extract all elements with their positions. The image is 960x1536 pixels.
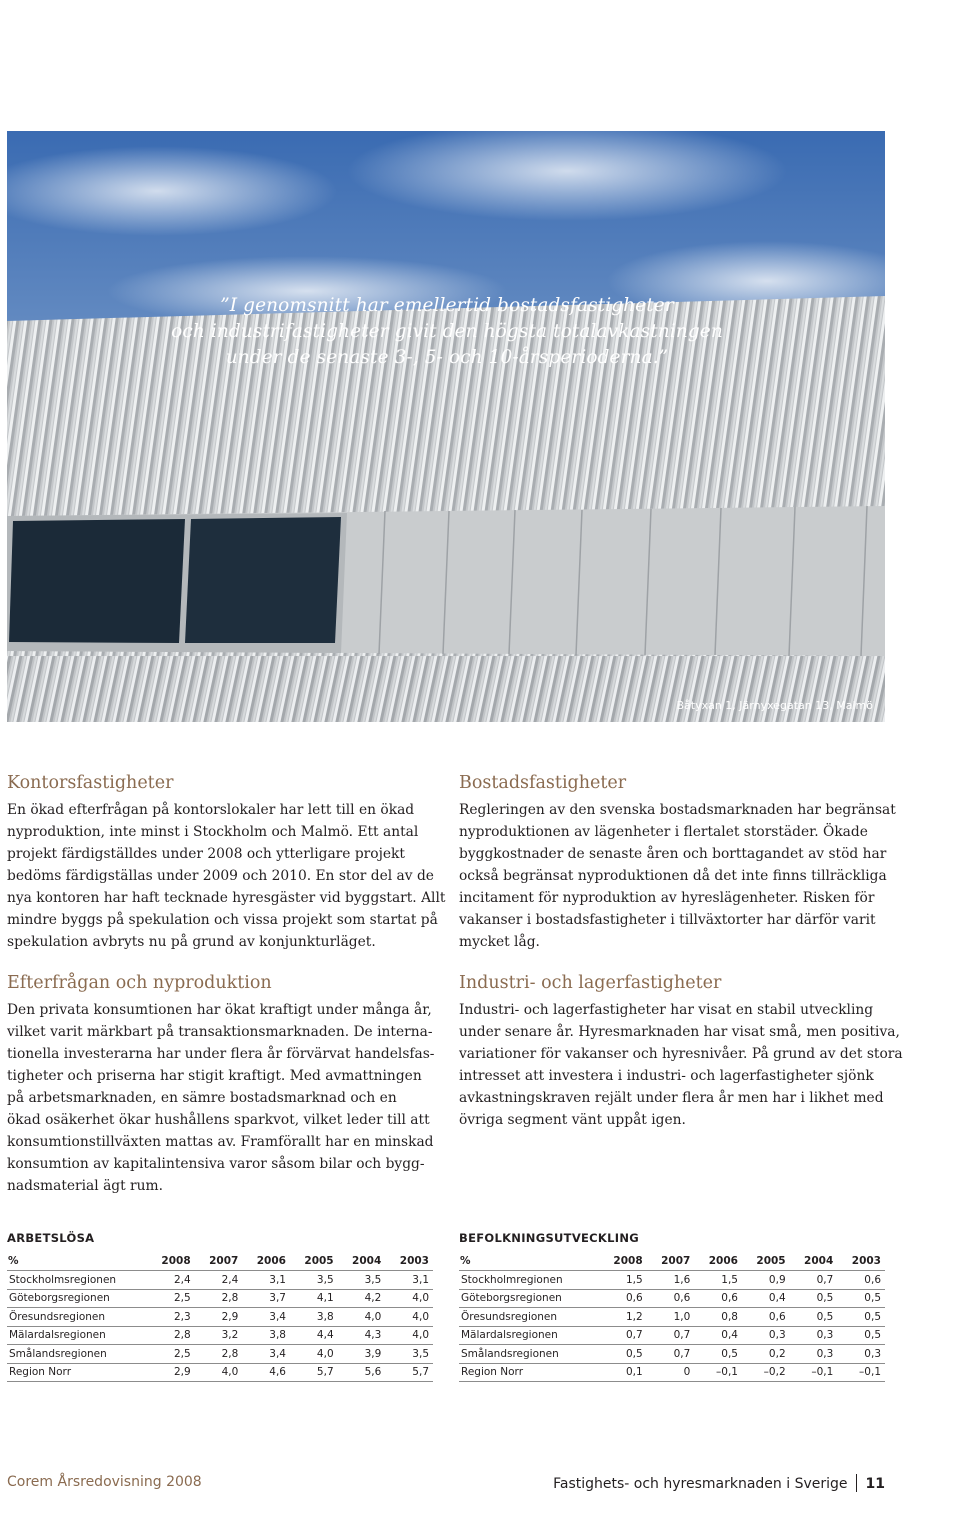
value-cell: 4,0 [338, 1308, 386, 1327]
right-text-column [459, 772, 903, 1131]
table-row [7, 1289, 433, 1308]
region-name: Mälardalsregionen [7, 1326, 147, 1345]
value-cell: 3,4 [242, 1308, 290, 1327]
value-cell: 4,0 [290, 1345, 338, 1364]
table-row [7, 1271, 433, 1290]
value-cell: –0,1 [837, 1363, 885, 1382]
body-line: ökad osäkerhet ökar hushållens sparkvot, vilket leder till att [7, 1112, 430, 1128]
body-line: konsumtion av kapitalintensiva varor såsom bilar och bygg- [7, 1156, 425, 1172]
pull-quote [147, 293, 747, 371]
header-year: 2007 [647, 1252, 695, 1271]
header-year: 2004 [790, 1252, 838, 1271]
data-table [459, 1252, 885, 1382]
value-cell: 0,7 [647, 1345, 695, 1364]
value-cell: 4,3 [338, 1326, 386, 1345]
value-cell: 4,0 [385, 1289, 433, 1308]
header-year: 2007 [195, 1252, 243, 1271]
body-line: tigheter och priserna har stigit kraftigt. Med avmattningen [7, 1068, 422, 1084]
value-cell: 0,9 [742, 1271, 790, 1290]
section-gap [7, 953, 437, 972]
table-row [459, 1345, 885, 1364]
table-row [7, 1308, 433, 1327]
value-cell: 2,9 [147, 1363, 195, 1382]
value-cell: 5,7 [385, 1363, 433, 1382]
body-line: under senare år. Hyresmarknaden har visat små, men positiva, [459, 1024, 900, 1040]
value-cell: 0,5 [790, 1308, 838, 1327]
body-line: nya kontoren har haft tecknade hyresgäster vid byggstart. Allt [7, 890, 446, 906]
body-line: tionella investerarna har under flera år förvärvat handelsfas- [7, 1046, 435, 1062]
body-line: nyproduktionen av lägenheter i flertalet storstäder. Ökade [459, 824, 868, 840]
header-unit: % [7, 1252, 147, 1271]
body-line: En ökad efterfrågan på kontorslokaler har lett till en ökad [7, 802, 415, 818]
header-year: 2003 [385, 1252, 433, 1271]
value-cell: 0,5 [599, 1345, 647, 1364]
value-cell: 4,4 [290, 1326, 338, 1345]
value-cell: 0,6 [694, 1289, 742, 1308]
body-line: variationer för vakanser och hyresnivåer. På grund av det stora [459, 1046, 903, 1062]
region-name: Smålandsregionen [7, 1345, 147, 1364]
value-cell: 4,0 [385, 1326, 433, 1345]
value-cell: 3,9 [338, 1345, 386, 1364]
table-row [7, 1345, 433, 1364]
value-cell: 0,5 [837, 1289, 885, 1308]
value-cell: 2,5 [147, 1345, 195, 1364]
value-cell: 4,0 [385, 1308, 433, 1327]
value-cell: 4,6 [242, 1363, 290, 1382]
value-cell: 0,8 [694, 1308, 742, 1327]
header-year: 2008 [599, 1252, 647, 1271]
section-body [7, 999, 437, 1197]
value-cell: 2,8 [147, 1326, 195, 1345]
value-cell: 4,2 [338, 1289, 386, 1308]
region-name: Stockholmsregionen [7, 1271, 147, 1290]
quote-line: under de senaste 3-, 5- och 10-årsperioderna.” [225, 347, 669, 368]
value-cell: 3,4 [242, 1345, 290, 1364]
value-cell: 0,5 [694, 1345, 742, 1364]
section-gap [459, 953, 889, 972]
table-row [459, 1289, 885, 1308]
value-cell: 0 [647, 1363, 695, 1382]
table-title: ARBETSLÖSA [7, 1231, 95, 1245]
left-text-column [7, 772, 446, 1197]
body-line: spekulation avbryts nu på grund av konjunkturläget. [7, 934, 376, 950]
region-name: Göteborgsregionen [459, 1289, 599, 1308]
value-cell: 1,5 [599, 1271, 647, 1290]
header-year: 2008 [147, 1252, 195, 1271]
value-cell: 2,4 [195, 1271, 243, 1290]
value-cell: 3,1 [242, 1271, 290, 1290]
value-cell: 3,2 [195, 1326, 243, 1345]
building-photo [7, 131, 885, 722]
value-cell: –0,1 [790, 1363, 838, 1382]
region-name: Smålandsregionen [459, 1345, 599, 1364]
header-year: 2005 [742, 1252, 790, 1271]
value-cell: 3,7 [242, 1289, 290, 1308]
value-cell: 0,5 [837, 1308, 885, 1327]
value-cell: 2,4 [147, 1271, 195, 1290]
value-cell: 1,6 [647, 1271, 695, 1290]
body-line: avkastningskraven rejält under flera år men har i likhet med [459, 1090, 884, 1106]
body-line: intresset att investera i industri- och lagerfastigheter sjönk [459, 1068, 874, 1084]
value-cell: 0,3 [837, 1345, 885, 1364]
footer-section-title: Fastighets- och hyresmarknaden i Sverige [553, 1476, 848, 1492]
body-line: på arbetsmarknaden, en sämre bostadsmarknad och en [7, 1090, 397, 1106]
region-name: Region Norr [459, 1363, 599, 1382]
value-cell: 2,5 [147, 1289, 195, 1308]
section-body [7, 799, 446, 953]
body-line: nadsmaterial ägt rum. [7, 1178, 164, 1194]
unemployment-table-block [7, 1229, 433, 1382]
page-number: 11 [865, 1476, 885, 1492]
value-cell: 0,2 [742, 1345, 790, 1364]
value-cell: 1,2 [599, 1308, 647, 1327]
value-cell: 0,4 [742, 1289, 790, 1308]
header-year: 2006 [694, 1252, 742, 1271]
body-line: vakanser i bostadsfastigheter i tillväxtorter har därför varit [459, 912, 876, 928]
section-heading: Kontorsfastigheter [7, 773, 174, 793]
value-cell: 0,5 [837, 1326, 885, 1345]
section-heading: Industri- och lagerfastigheter [459, 973, 722, 993]
body-line: Industri- och lagerfastigheter har visat en stabil utveckling [459, 1002, 874, 1018]
region-name: Göteborgsregionen [7, 1289, 147, 1308]
value-cell: 0,7 [790, 1271, 838, 1290]
value-cell: 2,8 [195, 1289, 243, 1308]
body-line: också begränsat nyproduktionen då det inte finns tillräckliga [459, 868, 887, 884]
value-cell: 4,1 [290, 1289, 338, 1308]
header-unit: % [459, 1252, 599, 1271]
body-line: incitament för nyproduktion av hyreslägenheter. Risken för [459, 890, 875, 906]
header-year: 2004 [338, 1252, 386, 1271]
body-line: nyproduktion, inte minst i Stockholm och Malmö. Ett antal [7, 824, 419, 840]
value-cell: 5,6 [338, 1363, 386, 1382]
region-name: Region Norr [7, 1363, 147, 1382]
table-row [459, 1363, 885, 1382]
value-cell: 3,5 [290, 1271, 338, 1290]
table-title: BEFOLKNINGSUTVECKLING [459, 1231, 640, 1245]
photo-caption: Båtyxan 1, Järnyxegatan 13, Malmö [676, 699, 873, 712]
body-line: konsumtionstillväxten mattas av. Framförallt har en minskad [7, 1134, 434, 1150]
value-cell: 0,3 [790, 1345, 838, 1364]
value-cell: 0,6 [742, 1308, 790, 1327]
value-cell: 3,5 [385, 1345, 433, 1364]
value-cell: 0,3 [790, 1326, 838, 1345]
footer-divider [856, 1474, 857, 1492]
quote-line: ”I genomsnitt har emellertid bostadsfastigheter [220, 295, 674, 316]
body-line: mindre byggs på spekulation och vissa projekt som startat på [7, 912, 438, 928]
value-cell: 1,5 [694, 1271, 742, 1290]
value-cell: 0,6 [837, 1271, 885, 1290]
data-table [7, 1252, 433, 1382]
value-cell: 0,5 [790, 1289, 838, 1308]
footer-report-name: Corem Årsredovisning 2008 [7, 1474, 202, 1490]
value-cell: 3,1 [385, 1271, 433, 1290]
body-line: bedöms färdigställas under 2009 och 2010. En stor del av de [7, 868, 434, 884]
facade-image [7, 131, 885, 722]
value-cell: 5,7 [290, 1363, 338, 1382]
header-year: 2005 [290, 1252, 338, 1271]
value-cell: 0,7 [599, 1326, 647, 1345]
table-row [7, 1326, 433, 1345]
value-cell: 0,6 [647, 1289, 695, 1308]
table-row [459, 1308, 885, 1327]
section-heading: Bostadsfastigheter [459, 773, 627, 793]
value-cell: 0,3 [742, 1326, 790, 1345]
population-table-block [459, 1229, 885, 1382]
value-cell: 0,4 [694, 1326, 742, 1345]
value-cell: 2,8 [195, 1345, 243, 1364]
table-row [7, 1363, 433, 1382]
body-line: Regleringen av den svenska bostadsmarknaden har begränsat [459, 802, 896, 818]
region-name: Stockholmregionen [459, 1271, 599, 1290]
value-cell: 1,0 [647, 1308, 695, 1327]
body-line: övriga segment vänt uppåt igen. [459, 1112, 686, 1128]
value-cell: 2,3 [147, 1308, 195, 1327]
section-body [459, 799, 896, 953]
section-heading: Efterfrågan och nyproduktion [7, 973, 272, 993]
section-body [459, 999, 903, 1131]
value-cell: 3,5 [338, 1271, 386, 1290]
body-line: vilket varit märkbart på transaktionsmarknaden. De interna- [7, 1024, 433, 1040]
region-name: Öresundsregionen [459, 1308, 599, 1327]
value-cell: –0,1 [694, 1363, 742, 1382]
quote-line: och industrifastigheter givit den högsta totalavkastningen [171, 321, 723, 342]
table-header-row [459, 1252, 885, 1271]
body-line: mycket låg. [459, 934, 540, 950]
value-cell: 0,7 [647, 1326, 695, 1345]
region-name: Mälardalsregionen [459, 1326, 599, 1345]
table-header-row [7, 1252, 433, 1271]
table-row [459, 1326, 885, 1345]
body-line: byggkostnader de senaste åren och borttagandet av stöd har [459, 846, 887, 862]
value-cell: 3,8 [290, 1308, 338, 1327]
header-year: 2003 [837, 1252, 885, 1271]
footer-section [553, 1474, 885, 1492]
value-cell: 0,1 [599, 1363, 647, 1382]
value-cell: 0,6 [599, 1289, 647, 1308]
value-cell: 4,0 [195, 1363, 243, 1382]
table-row [459, 1271, 885, 1290]
value-cell: –0,2 [742, 1363, 790, 1382]
body-line: Den privata konsumtionen har ökat kraftigt under många år, [7, 1002, 432, 1018]
body-line: projekt färdigställdes under 2008 och ytterligare projekt [7, 846, 405, 862]
value-cell: 3,8 [242, 1326, 290, 1345]
region-name: Öresundsregionen [7, 1308, 147, 1327]
value-cell: 2,9 [195, 1308, 243, 1327]
header-year: 2006 [242, 1252, 290, 1271]
